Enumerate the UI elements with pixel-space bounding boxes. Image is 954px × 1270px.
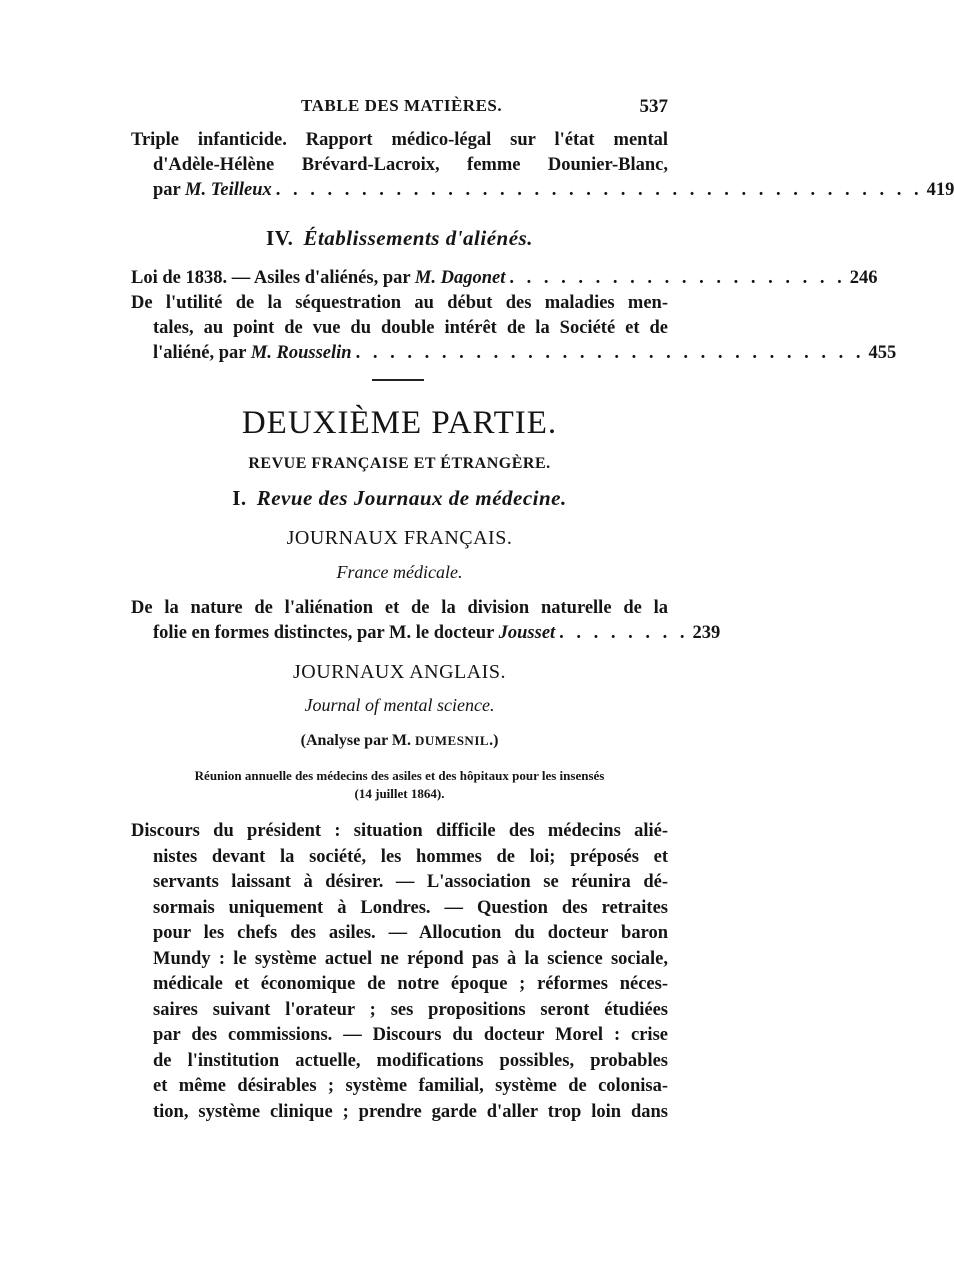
entry-page: 239 — [692, 623, 721, 643]
section-title: Revue des Journaux de médecine. — [256, 486, 567, 510]
section-numeral: IV. — [266, 226, 294, 250]
paragraph-line: Mundy : le système actuel ne répond pas à la science sociale, — [153, 948, 668, 969]
entry-author: Jousset — [498, 623, 556, 643]
toc-entry-infanticide — [131, 128, 954, 203]
analyst-name: DUMESNIL — [414, 733, 490, 748]
section-title: Établissements d'aliénés. — [303, 226, 533, 250]
toc-entry-sequestration — [131, 291, 897, 366]
analysis-credit: (Analyse par M. DUMESNIL.) — [300, 732, 499, 749]
running-head-title: TABLE DES MATIÈRES. — [301, 96, 503, 115]
paragraph-line: nistes devant la société, les hommes de loi; préposés et — [153, 846, 668, 867]
part-subtitle: REVUE FRANÇAISE ET ÉTRANGÈRE. — [248, 455, 551, 472]
entry-author: Dagonet — [440, 268, 506, 288]
entry-line: De la nature de l'aliénation et de la division naturelle de la — [131, 598, 668, 618]
journals-english-heading: JOURNAUX ANGLAIS. — [293, 661, 506, 683]
dot-leader: . . . . . . . . — [559, 623, 689, 643]
paragraph-line: et même désirables ; système familial, système de colonisa- — [153, 1076, 668, 1096]
dot-leader: . . . . . . . . . . . . . . . . . . . . — [509, 268, 846, 288]
entry-page: 419 — [926, 180, 954, 200]
entry-line: tales, au point de vue du double intérêt de la Société et de — [153, 318, 668, 338]
section-numeral: I. — [232, 486, 247, 510]
toc-entry-loi-1838 — [131, 266, 878, 291]
meeting-summary-paragraph — [131, 819, 668, 1125]
journal-title-france-medicale: France médicale. — [336, 562, 463, 582]
running-head — [131, 96, 668, 120]
entry-leader-line: par M. Teilleux . . . . . . . . . . . . . . . . . . . . . . . . . . . . . . . . . . . . . . 419 — [153, 178, 668, 203]
dot-leader: . . . . . . . . . . . . . . . . . . . . . . . . . . . . . . . . . . . . . . — [275, 180, 923, 200]
entry-leader-line: Loi de 1838. — Asiles d'aliénés, par M. Dagonet . . . . . . . . . . . . . . . . . . . . 246 — [131, 266, 668, 291]
paragraph-line: par des commissions. — Discours du docteur Morel : crise — [153, 1025, 668, 1045]
paragraph-line: médicale et économique de notre époque ; réformes néces- — [153, 974, 668, 994]
entry-leader-line: folie en formes distinctes, par M. le docteur Jousset . . . . . . . . 239 — [153, 621, 668, 646]
paragraph-line: pour les chefs des asiles. — Allocution du docteur baron — [153, 923, 668, 943]
paragraph-line: saires suivant l'orateur ; ses propositions seront étudiées — [153, 999, 668, 1020]
dot-leader: . . . . . . . . . . . . . . . . . . . . . . . . . . . . . . — [355, 343, 865, 363]
section-rule — [372, 379, 424, 381]
entry-page: 246 — [849, 268, 878, 288]
paragraph-line: tion, système clinique ; prendre garde d'aller trop loin dans — [153, 1101, 668, 1122]
entry-leader-line: l'aliéné, par M. Rousselin . . . . . . . . . . . . . . . . . . . . . . . . . . . . . . 455 — [153, 341, 668, 366]
meeting-date: (14 juillet 1864). — [354, 786, 445, 801]
entry-page: 455 — [868, 343, 897, 363]
entry-author: Teilleux — [210, 180, 272, 200]
journal-title-mental-science: Journal of mental science. — [304, 695, 495, 715]
section-heading-iv — [131, 226, 668, 251]
toc-entry-alienation — [131, 596, 721, 646]
paragraph-line: Discours du président : situation difficile des médecins alié- — [131, 821, 668, 841]
paragraph-line: sormais uniquement à Londres. — Question des retraites — [153, 897, 668, 918]
entry-line: d'Adèle-Hélène Brévard-Lacroix, femme Dounier-Blanc, — [153, 155, 668, 175]
paragraph-line: servants laissant à désirer. — L'association se réunira dé- — [153, 872, 668, 892]
meeting-title — [131, 767, 668, 803]
part-title: DEUXIÈME PARTIE. — [241, 405, 558, 441]
journals-french-heading: JOURNAUX FRANÇAIS. — [286, 527, 513, 549]
paragraph-line: de l'institution actuelle, modifications possibles, probables — [153, 1050, 668, 1071]
meeting-title-line: Réunion annuelle des médecins des asiles et des hôpitaux pour les insensés — [194, 768, 605, 783]
entry-line: Triple infanticide. Rapport médico-légal sur l'état mental — [131, 130, 668, 150]
page-number: 537 — [639, 96, 668, 117]
entry-author: Rousselin — [276, 343, 352, 363]
entry-line: De l'utilité de la séquestration au début des maladies men- — [131, 293, 668, 313]
section-heading-i — [131, 486, 668, 511]
